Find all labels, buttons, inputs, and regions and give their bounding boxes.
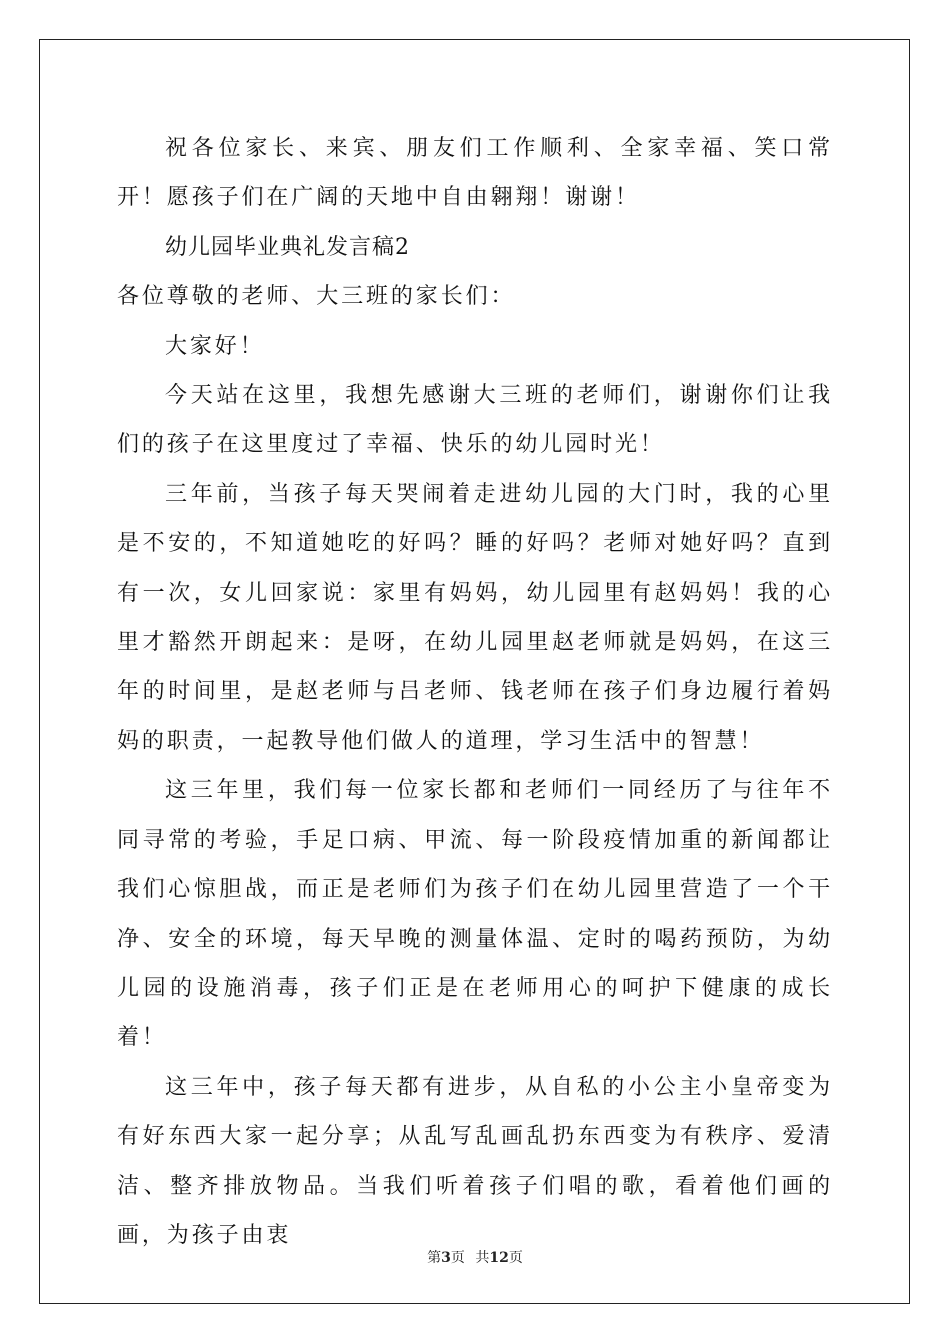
- body-paragraph: 这三年里，我们每一位家长都和老师们一同经历了与往年不同寻常的考验，手足口病、甲流、每一阶段疫情加重的新闻都让我们心惊胆战，而正是老师们为孩子们在幼儿园里营造了一个干净、安全的环境，每天早晚的测量体温、定时的喝药预防，为幼儿园的设施消毒，孩子们正是在老师用心的呵护下健康的成长着！: [117, 778, 833, 1051]
- document-body: [117, 124, 833, 1260]
- closing-paragraph: 祝各位家长、来宾、朋友们工作顺利、全家幸福、笑口常开！愿孩子们在广阔的天地中自由翱翔！谢谢！: [117, 136, 833, 211]
- body-paragraph: 三年前，当孩子每天哭闹着走进幼儿园的大门时，我的心里是不安的，不知道她吃的好吗？睡的好吗？老师对她好吗？直到有一次，女儿回家说：家里有妈妈，幼儿园里有赵妈妈！我的心里才豁然开朗起来：是呀，在幼儿园里赵老师就是妈妈，在这三年的时间里，是赵老师与吕老师、钱老师在孩子们身边履行着妈妈的职责，一起教导他们做人的道理，学习生活中的智慧！: [117, 481, 833, 754]
- page-number: 第3页: [427, 1250, 465, 1266]
- body-paragraph: 今天站在这里，我想先感谢大三班的老师们，谢谢你们让我们的孩子在这里度过了幸福、快乐的幼儿园时光！: [117, 383, 833, 458]
- salutation: 各位尊敬的老师、大三班的家长们：: [117, 284, 516, 310]
- speech-title: 幼儿园毕业典礼发言稿2: [165, 234, 410, 260]
- body-paragraph: 这三年中，孩子每天都有进步，从自私的小公主小皇帝变为有好东西大家一起分享；从乱写乱画乱扔东西变为有秩序、爱清洁、整齐排放物品。当我们听着孩子们唱的歌，看着他们画的画，为孩子由衷: [117, 1074, 833, 1248]
- page-total: 共12页: [475, 1250, 523, 1266]
- page-footer: [0, 1247, 950, 1267]
- greeting: 大家好！: [165, 333, 265, 359]
